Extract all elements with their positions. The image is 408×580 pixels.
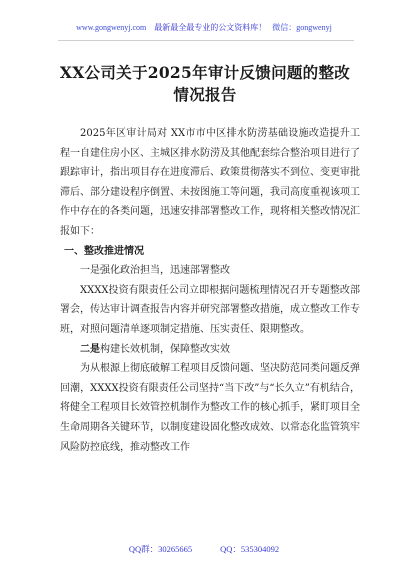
header-divider — [58, 40, 354, 41]
header-wechat: 微信：gongwenyj — [272, 23, 332, 32]
page-header — [0, 22, 408, 33]
subsection-1-title: 一是强化政治担当，迅速部署整改 — [80, 265, 230, 277]
section-1-heading: 一、整改推进情况 — [64, 245, 144, 257]
header-url[interactable]: www.gongwenyj.com — [76, 23, 147, 32]
intro-paragraph: 2025年区审计局对 XX市市中区排水防涝基础设施改造提升工程一自建住房小区、主城区排水防涝及其他配套综合整治项目进行了跟踪审计，指出项目存在进度滞后、政策贯彻落实不到位、变更审批滞后、部分建设程序倒置、未按图施工等问题，我司高度重视该项工作中存在的各类问题，迅速安排部署整改工作，现将相关整改情况汇报如下： — [60, 128, 360, 237]
document-body — [60, 124, 360, 457]
subsection-2-title-text: 构建长效机制，保障整改实效 — [100, 343, 230, 355]
subsection-2-paragraph: 为从根源上彻底破解工程项目反馈问题、坚决防范同类问题反弹回潮，XXXX投资有限责任公司坚持“当下改”与“长久立”有机结合，将健全工程项目长效管控机制作为整改工作的核心抓手，紧盯项目全生命周期各关键环节，以制度建设固化整改成效、以常态化监管筑牢风险防控底线，推动整改工作 — [60, 363, 360, 453]
document-title — [50, 62, 360, 106]
page-footer — [0, 543, 408, 555]
subsection-1-paragraph: XXXX投资有限责任公司立即根据问题梳理情况召开专题整改部署会，传达审计调查报告内容并研究部署整改措施，成立整改工作专班，对照问题清单逐项制定措施、压实责任、限期整改。 — [60, 284, 360, 335]
footer-qq: QQ：535304092 — [220, 544, 280, 554]
subsection-2-title — [60, 340, 360, 360]
header-slogan: 最新最全最专业的公文资料库！ — [154, 23, 267, 32]
title-line-2: 情况报告 — [173, 85, 237, 104]
footer-qq-group: QQ群：30265665 — [128, 544, 193, 554]
subsection-2-title-ordinal: 二是 — [80, 343, 100, 355]
title-line-1: XX公司关于2025年审计反馈问题的整改 — [59, 63, 351, 82]
